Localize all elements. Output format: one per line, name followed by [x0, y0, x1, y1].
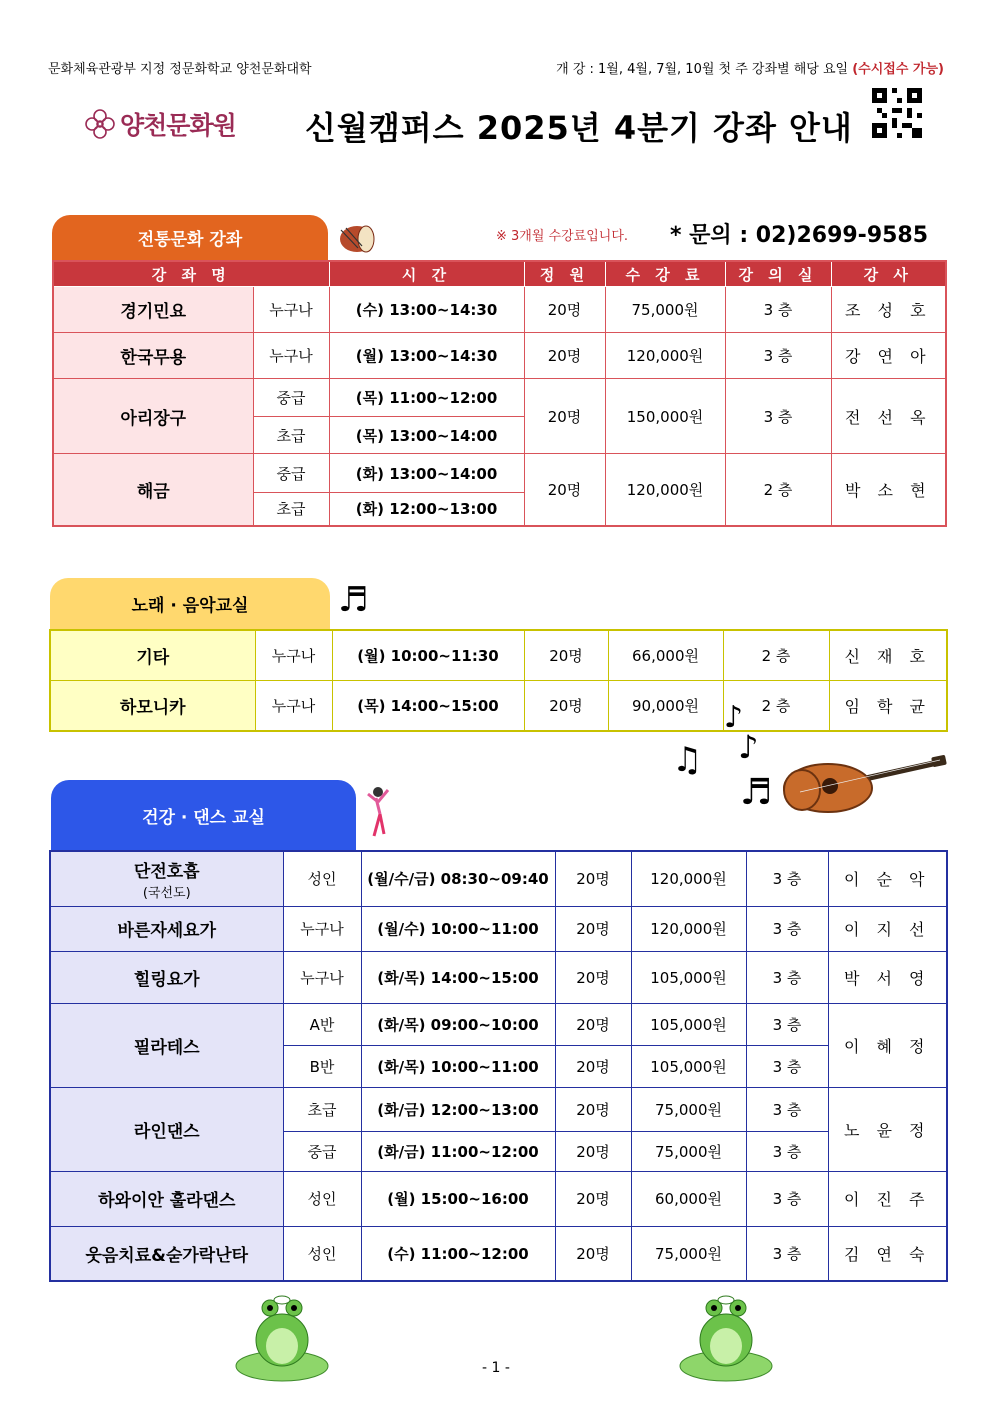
course-name: 힐링요가: [50, 951, 283, 1003]
course-level: 누구나: [283, 906, 361, 951]
flower-logo-icon: [84, 108, 116, 140]
course-fee: 120,000원: [605, 333, 725, 379]
course-time: (수) 13:00~14:30: [329, 287, 524, 333]
table-row: [53, 287, 946, 333]
course-capacity: 20명: [555, 906, 631, 951]
course-teacher: 노 윤 정: [828, 1087, 947, 1171]
course-teacher: 조 성 호: [831, 287, 946, 333]
course-fee: 105,000원: [631, 1045, 746, 1087]
header-course-name: 강 좌 명: [53, 261, 329, 287]
course-teacher: 전 선 옥: [831, 379, 946, 454]
course-level: 누구나: [283, 951, 361, 1003]
course-room: 3 층: [725, 379, 831, 454]
course-time: (화) 12:00~13:00: [329, 493, 524, 526]
table-row: [50, 851, 947, 906]
course-name-main: 단전호흡: [133, 861, 200, 882]
course-name: 라인댄스: [50, 1087, 283, 1171]
course-time: (화/목) 10:00~11:00: [361, 1045, 555, 1087]
tab-health-dance: [51, 780, 356, 851]
course-level: 중급: [253, 379, 329, 417]
fee-notice: ※ 3개월 수강료입니다.: [496, 229, 629, 244]
course-room: 2 층: [723, 681, 829, 732]
tab-music-class: [50, 578, 330, 629]
tab-health-label: 건강 · 댄스 교실: [142, 808, 265, 828]
course-teacher: 이 지 선: [828, 906, 947, 951]
course-name: 바른자세요가: [50, 906, 283, 951]
course-room: 2 층: [723, 630, 829, 681]
course-room: 3 층: [746, 1171, 828, 1226]
qr-code-icon: [872, 88, 922, 138]
course-level: 성인: [283, 1171, 361, 1226]
course-capacity: 20명: [524, 333, 605, 379]
course-capacity: 20명: [555, 1087, 631, 1131]
tab-traditional-label: 전통문화 강좌: [137, 230, 243, 250]
guitar-icon: [780, 752, 948, 816]
table-row: [50, 630, 947, 681]
course-level: 성인: [283, 1226, 361, 1281]
course-room: 3 층: [746, 1131, 828, 1171]
course-time: (목) 11:00~12:00: [329, 379, 524, 417]
course-room: 3 층: [746, 1226, 828, 1281]
page-title: 신월캠퍼스 2025년 4분기 강좌 안내: [305, 109, 853, 147]
course-time: (월) 15:00~16:00: [361, 1171, 555, 1226]
course-teacher: 박 소 현: [831, 454, 946, 526]
music-course-table: [49, 629, 948, 732]
course-room: 3 층: [746, 1003, 828, 1045]
course-name: 웃음치료&숟가락난타: [50, 1226, 283, 1281]
course-teacher: 이 진 주: [828, 1171, 947, 1226]
course-level: 누구나: [253, 333, 329, 379]
course-capacity: 20명: [555, 1131, 631, 1171]
table-row: [50, 1003, 947, 1045]
header-teacher: 강 사: [831, 261, 946, 287]
course-fee: 75,000원: [631, 1131, 746, 1171]
health-course-table: [49, 850, 948, 1282]
course-capacity: 20명: [555, 951, 631, 1003]
table-row: [53, 454, 946, 493]
course-fee: 120,000원: [631, 851, 746, 906]
course-capacity: 20명: [555, 851, 631, 906]
course-capacity: 20명: [524, 630, 608, 681]
header-time: 시 간: [329, 261, 524, 287]
course-name: 경기민요: [53, 287, 253, 333]
course-time: (월) 13:00~14:30: [329, 333, 524, 379]
course-time: (화/금) 12:00~13:00: [361, 1087, 555, 1131]
course-capacity: 20명: [555, 1045, 631, 1087]
course-level: 누구나: [255, 681, 332, 732]
dancer-icon: [362, 784, 392, 840]
table-row: [53, 333, 946, 379]
course-room: 2 층: [725, 454, 831, 526]
course-time: (화) 13:00~14:00: [329, 454, 524, 493]
table-row: [50, 1226, 947, 1281]
course-fee: 75,000원: [631, 1087, 746, 1131]
course-name: 아리장구: [53, 379, 253, 454]
course-fee: 90,000원: [608, 681, 723, 732]
course-time: (목) 13:00~14:00: [329, 417, 524, 454]
course-name: 하모니카: [50, 681, 255, 732]
table-row: [53, 379, 946, 417]
header-fee: 수 강 료: [605, 261, 725, 287]
table-header-row: [53, 261, 946, 287]
music-note-icon: ♪: [724, 700, 744, 735]
schedule-note: [556, 58, 944, 77]
course-time: (월/수/금) 08:30~09:40: [361, 851, 555, 906]
drum-icon: [336, 222, 378, 256]
course-fee: 150,000원: [605, 379, 725, 454]
page-number: - 1 -: [482, 1360, 510, 1376]
schedule-note-text: 개 강 : 1월, 4월, 7월, 10월 첫 주 강좌별 해당 요일: [556, 62, 849, 77]
course-teacher: 신 재 호: [829, 630, 947, 681]
course-room: 3 층: [746, 1087, 828, 1131]
course-time: (수) 11:00~12:00: [361, 1226, 555, 1281]
music-note-icon: ♬: [338, 580, 369, 620]
course-fee: 66,000원: [608, 630, 723, 681]
course-time: (월/수) 10:00~11:00: [361, 906, 555, 951]
course-time: (화/목) 14:00~15:00: [361, 951, 555, 1003]
table-row: [50, 1171, 947, 1226]
course-capacity: 20명: [524, 379, 605, 454]
course-fee: 105,000원: [631, 1003, 746, 1045]
course-room: 3 층: [725, 287, 831, 333]
table-row: [50, 1087, 947, 1131]
inquiry-phone: * 문의 : 02)2699-9585: [670, 223, 929, 248]
course-teacher: 박 서 영: [828, 951, 947, 1003]
course-fee: 75,000원: [631, 1226, 746, 1281]
course-teacher: 임 학 균: [829, 681, 947, 732]
music-note-icon: ♫: [672, 740, 703, 780]
course-time: (화/금) 11:00~12:00: [361, 1131, 555, 1171]
course-level: A반: [283, 1003, 361, 1045]
schedule-note-highlight: (수시접수 가능): [852, 62, 944, 77]
course-level: 초급: [283, 1087, 361, 1131]
course-name-sub: (국선도): [142, 885, 191, 901]
course-capacity: 20명: [555, 1226, 631, 1281]
course-fee: 120,000원: [605, 454, 725, 526]
music-note-icon: ♬: [740, 772, 773, 813]
table-row: [50, 681, 947, 732]
course-level: B반: [283, 1045, 361, 1087]
course-level: 초급: [253, 417, 329, 454]
course-teacher: 이 혜 정: [828, 1003, 947, 1087]
course-time: (월) 10:00~11:30: [332, 630, 524, 681]
course-level: 초급: [253, 493, 329, 526]
course-name: 하와이안 훌라댄스: [50, 1171, 283, 1226]
course-capacity: 20명: [524, 681, 608, 732]
course-time: (화/목) 09:00~10:00: [361, 1003, 555, 1045]
course-room: 3 층: [725, 333, 831, 379]
header-room: 강 의 실: [725, 261, 831, 287]
course-room: 3 층: [746, 1045, 828, 1087]
table-row: [50, 951, 947, 1003]
logo: [84, 106, 236, 142]
course-teacher: 김 연 숙: [828, 1226, 947, 1281]
course-fee: 105,000원: [631, 951, 746, 1003]
course-level: 중급: [253, 454, 329, 493]
course-room: 3 층: [746, 951, 828, 1003]
course-capacity: 20명: [555, 1003, 631, 1045]
course-level: 누구나: [255, 630, 332, 681]
table-row: [50, 906, 947, 951]
course-name: 한국무용: [53, 333, 253, 379]
course-name: 해금: [53, 454, 253, 526]
course-teacher: 강 연 아: [831, 333, 946, 379]
course-level: 중급: [283, 1131, 361, 1171]
course-time: (목) 14:00~15:00: [332, 681, 524, 732]
music-note-icon: ♪: [738, 728, 759, 766]
course-capacity: 20명: [555, 1171, 631, 1226]
course-fee: 75,000원: [605, 287, 725, 333]
course-room: 3 층: [746, 906, 828, 951]
course-capacity: 20명: [524, 454, 605, 526]
course-level: 누구나: [253, 287, 329, 333]
course-fee: 60,000원: [631, 1171, 746, 1226]
traditional-course-table: [52, 260, 947, 527]
course-fee: 120,000원: [631, 906, 746, 951]
tab-music-label: 노래 · 음악교실: [131, 596, 249, 616]
course-name: 필라테스: [50, 1003, 283, 1087]
course-name: [50, 851, 283, 906]
header-capacity: 정 원: [524, 261, 605, 287]
organization-line: 문화체육관광부 지정 정문화학교 양천문화대학: [48, 62, 312, 77]
course-capacity: 20명: [524, 287, 605, 333]
course-teacher: 이 순 악: [828, 851, 947, 906]
course-name: 기타: [50, 630, 255, 681]
course-room: 3 층: [746, 851, 828, 906]
tab-traditional-culture: [52, 215, 328, 260]
logo-text: 양천문화원: [120, 111, 236, 140]
course-level: 성인: [283, 851, 361, 906]
